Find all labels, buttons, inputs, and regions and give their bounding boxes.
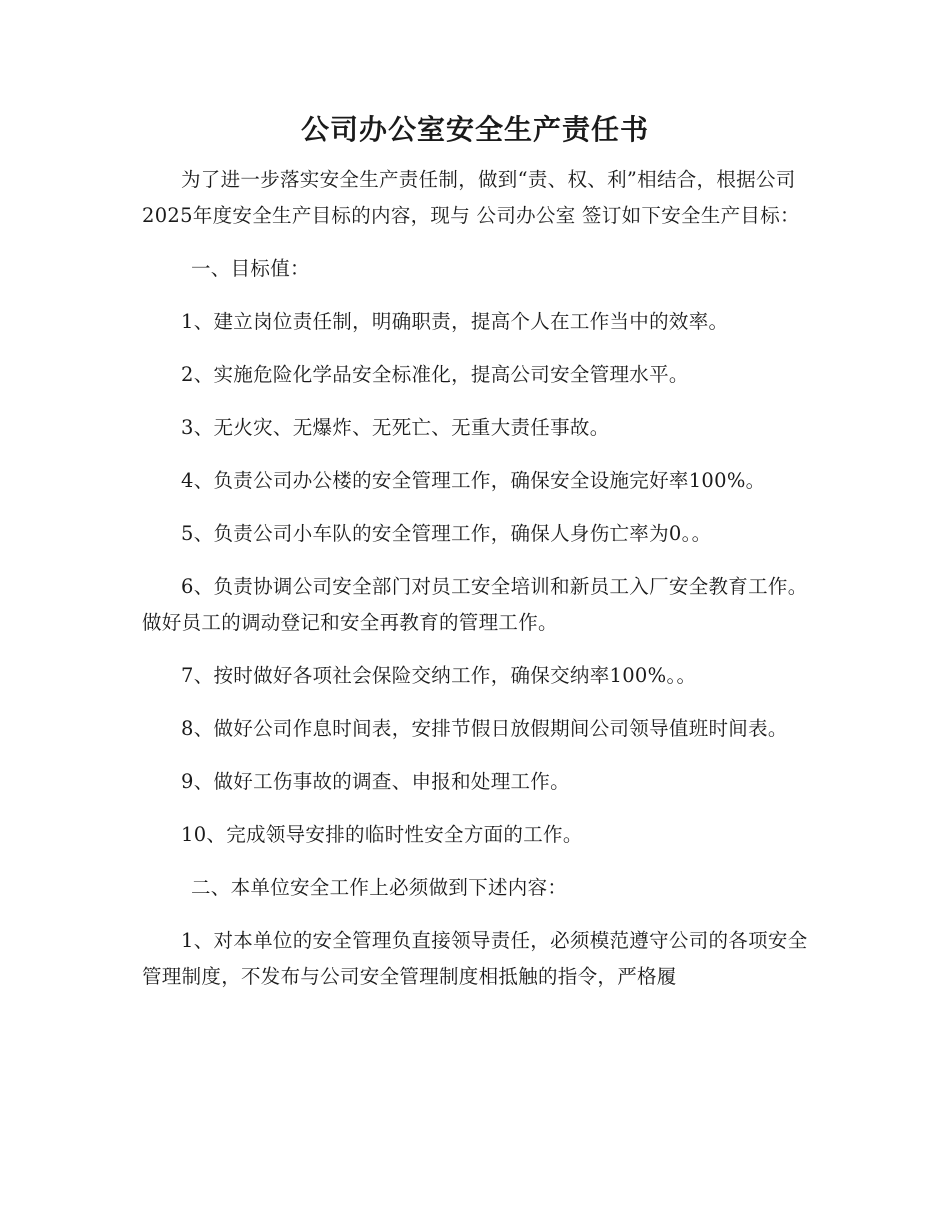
target-item-10: 10、完成领导安排的临时性安全方面的工作。 [181, 823, 583, 846]
document-body [142, 110, 808, 1012]
target-item-4: 4、负责公司办公楼的安全管理工作，确保安全设施完好率100%。 [181, 469, 766, 492]
target-item-5: 5、负责公司小车队的安全管理工作，确保人身伤亡率为0。。 [181, 522, 712, 545]
target-item-9: 9、做好工伤事故的调查、申报和处理工作。 [181, 770, 570, 793]
section-heading-requirements: 二、本单位安全工作上必须做到下述内容： [191, 876, 568, 899]
target-item-3: 3、无火灾、无爆炸、无死亡、无重大责任事故。 [181, 416, 610, 439]
document-title: 公司办公室安全生产责任书 [300, 113, 649, 146]
target-item-8: 8、做好公司作息时间表，安排节假日放假期间公司领导值班时间表。 [181, 717, 788, 740]
target-item-6: 6、负责协调公司安全部门对员工安全培训和新员工入厂安全教育工作。做好员工的调动登记和安全再教育的管理工作。 [142, 575, 808, 634]
section-heading-targets: 一、目标值： [191, 257, 310, 280]
intro-paragraph: 为了进一步落实安全生产责任制，做到“责、权、利”相结合，根据公司2025年度安全生产目标的内容，现与 公司办公室 签订如下安全生产目标： [142, 168, 800, 227]
target-item-2: 2、实施危险化学品安全标准化，提高公司安全管理水平。 [181, 363, 689, 386]
target-item-1: 1、建立岗位责任制，明确职责，提高个人在工作当中的效率。 [181, 310, 729, 333]
target-item-7: 7、按时做好各项社会保险交纳工作，确保交纳率100%。。 [181, 664, 697, 687]
requirement-item-1: 1、对本单位的安全管理负直接领导责任，必须模范遵守公司的各项安全管理制度，不发布与公司安全管理制度相抵触的指令，严格履 [142, 929, 808, 988]
